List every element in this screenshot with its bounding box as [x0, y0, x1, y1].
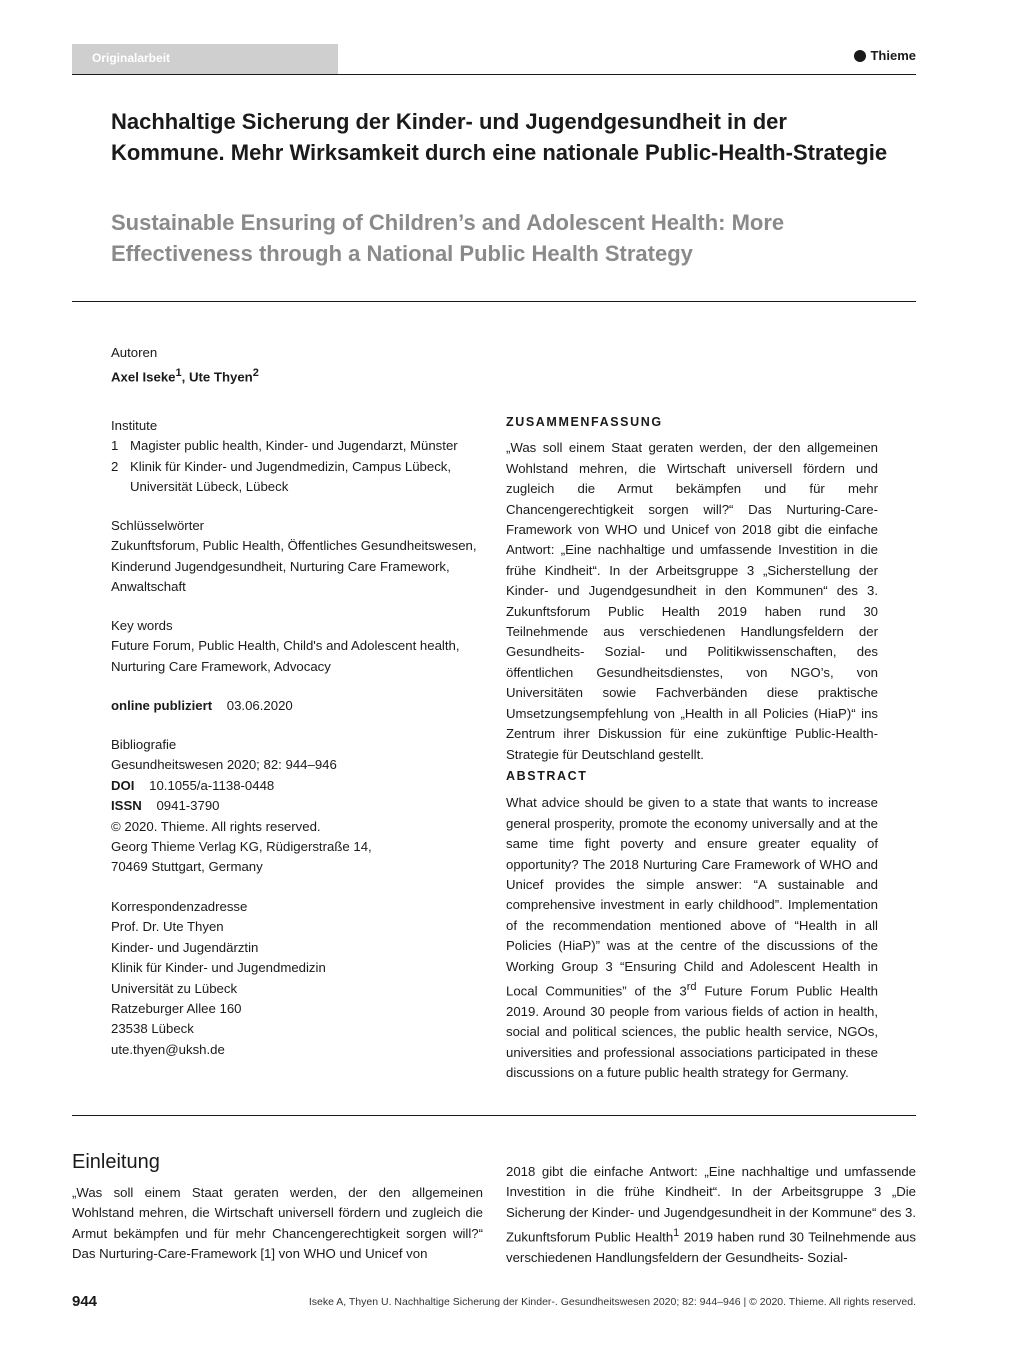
publisher-logo: [854, 48, 916, 63]
author-name: Ute Thyen: [188, 369, 253, 385]
abstract-text-part: Future Forum Public Health 2019. Around 30 people from various fields of action in health, social and political sciences, the public health service, NGOs, universities and professional associations participated in these discussions on a future public health strategy for Germany.: [506, 983, 878, 1081]
zusammenfassung-text: „Was soll einem Staat geraten werden, der den allgemeinen Wohlstand mehren, die Wirtschaft universell fördern und zugleich die Armut bekämpfen und für mehr Chancengerechtigkeit sorgen will?“ Das Nurturing-Care-Framework von WHO und Unicef von 2018 gibt die einfache Antwort: „Eine nachhaltige und umfassende Investition in die frühe Kindheit“. In der Arbeitsgruppe 3 „Sicherstellung der Kinder- und Jugendgesundheit in den Kommunen“ des 3. Zukunftsforum Public Health 2019 haben rund 30 Teilnehmende aus verschiedenen Handlungsfeldern der Gesundheits- Sozial- und Politikwissenschaften, des öffentlichen Gesundheitsdienstes, von NGO’s, von Universitäten sowie Fachverbänden diese praktische Umsetzungsempfehlung von „Health in all Policies (HiaP)“ ins Zentrum ihrer Diskussion für eine zukünftige Public-Health-Strategie für Deutschland gestellt.: [506, 440, 878, 762]
keywords-de-line: Zukunftsforum, Public Health, Öffentliches Gesundheitswesen,: [111, 538, 477, 554]
bibliography-block: [111, 735, 491, 878]
institutes-heading: Institute: [111, 418, 158, 433]
issn-value: 0941-3790: [156, 798, 220, 814]
thieme-logo-icon: [854, 50, 866, 62]
correspondence-email[interactable]: ute.thyen@uksh.de: [111, 1041, 225, 1057]
correspondence-line: Ratzeburger Allee 160: [111, 1001, 242, 1017]
bibliography-line: 70469 Stuttgart, Germany: [111, 859, 263, 875]
keywords-de-line: Kinderund Jugendgesundheit, Nurturing Care Framework,: [111, 558, 450, 574]
doi-label: DOI: [111, 777, 135, 793]
einleitung-text-right: [506, 1162, 916, 1268]
abstract-sup: rd: [686, 981, 697, 994]
title-german: Nachhaltige Sicherung der Kinder- und Jugendgesundheit in der Kommune. Mehr Wirksamkeit durch eine nationale Public-Health-Strategie: [111, 109, 888, 165]
abstract-text-part: What advice should be given to a state that wants to increase general prosperity, promote the economy universally and at the same time fight poverty and ensure greater equality of opportunity? The 2018 Nurturing Care Framework of WHO and Unicef provides the simple answer: “A sustainable and comprehensive investment in early childhood”. Implementation of the recommendation mentioned above of “Health in all Policies (HiaP)” was at the centre of the discussions of the Working Group 3 “Ensuring Child and Adolescent Health in Local Communities” of the 3: [506, 795, 878, 999]
keywords-de-block: [111, 516, 491, 598]
online-date: 03.06.2020: [226, 698, 293, 713]
institute-text: Magister public health, Kinder- und Jugendarzt, Münster: [130, 438, 458, 454]
author-affiliation: 1: [175, 367, 182, 380]
institute-line: Universität Lübeck, Lübeck: [130, 479, 289, 495]
correspondence-heading: Korrespondenzadresse: [111, 899, 248, 914]
keywords-de-line: Anwaltschaft: [111, 579, 186, 595]
keywords-en-line: Nurturing Care Framework, Advocacy: [111, 658, 331, 674]
footer-citation: Iseke A, Thyen U. Nachhaltige Sicherung der Kinder-. Gesundheitswesen 2020; 82: 944–946 | © 2020. Thieme. All rights reserved.: [308, 1296, 916, 1308]
abstract-block: [506, 766, 878, 1083]
issn-label: ISSN: [111, 798, 142, 814]
einleitung-text-part: 2019 haben rund 30 Teilnehmende aus verschiedenen Handlungsfeldern der Gesundheits- Sozial-: [506, 1229, 916, 1266]
keywords-en-heading: Key words: [111, 618, 173, 633]
abstract-text: [506, 793, 878, 1083]
doi-line: [111, 776, 491, 796]
correspondence-line: Kinder- und Jugendärztin: [111, 939, 259, 955]
issn-line: [111, 796, 491, 816]
institute-text: [130, 457, 451, 498]
authors-heading: Autoren: [111, 345, 158, 360]
author-name: Axel Iseke: [111, 369, 176, 385]
header-divider: [72, 74, 916, 75]
institute-item: [111, 436, 491, 456]
correspondence-line: 23538 Lübeck: [111, 1021, 194, 1037]
bibliography-heading: Bibliografie: [111, 737, 177, 752]
institute-number: 1: [111, 438, 119, 454]
zusammenfassung-heading: ZUSAMMENFASSUNG: [506, 415, 663, 429]
page-number: 944: [72, 1293, 98, 1310]
title-divider: [72, 301, 916, 302]
institutes-block: [111, 416, 491, 498]
footnote-ref[interactable]: 1: [673, 1227, 680, 1240]
online-published: [111, 696, 491, 716]
abstract-divider: [72, 1115, 916, 1116]
correspondence-block: [111, 897, 491, 1060]
authors-block: [111, 343, 491, 388]
keywords-en-block: [111, 616, 491, 677]
author-affiliation: 2: [252, 367, 259, 380]
bibliography-line: © 2020. Thieme. All rights reserved.: [111, 818, 321, 834]
doi-value: 10.1055/a-1138-0448: [149, 777, 275, 793]
zusammenfassung-block: [506, 412, 878, 765]
correspondence-line: Klinik für Kinder- und Jugendmedizin: [111, 960, 326, 976]
keywords-de-heading: Schlüsselwörter: [111, 518, 205, 533]
abstract-heading: ABSTRACT: [506, 769, 588, 783]
title-english: Sustainable Ensuring of Children’s and Adolescent Health: More Effectiveness through a National Public Health Strategy: [111, 210, 785, 266]
einleitung-heading: Einleitung: [72, 1151, 160, 1173]
institute-item: [111, 457, 491, 498]
authors-list: Axel Iseke$^1$, Ute Thyen$^2$: [111, 367, 259, 385]
bibliography-line: Georg Thieme Verlag KG, Rüdigerstraße 14,: [111, 839, 372, 855]
article-type-label: Originalarbeit: [72, 44, 338, 74]
institute-line: Klinik für Kinder- und Jugendmedizin, Campus Lübeck,: [130, 458, 452, 474]
publisher-name: Thieme: [870, 48, 916, 63]
correspondence-line: Prof. Dr. Ute Thyen: [111, 919, 224, 935]
institute-number: 2: [111, 458, 119, 474]
bibliography-journal: Gesundheitswesen 2020; 82: 944–946: [111, 757, 337, 773]
einleitung-text-part: 2018 gibt die einfache Antwort: „Eine nachhaltige und umfassende Investition in die frühe Kindheit“. In der Arbeitsgruppe 3 „Die Sicherung der Kinder- und Jugendgesundheit in der Kommune“ des 3. Zukunftsforum Public Health: [506, 1164, 916, 1245]
keywords-en-line: Future Forum, Public Health, Child's and Adolescent health,: [111, 638, 460, 654]
online-label: online publiziert: [111, 698, 213, 713]
correspondence-line: Universität zu Lübeck: [111, 980, 238, 996]
einleitung-text-left: „Was soll einem Staat geraten werden, der den allgemeinen Wohlstand mehren, die Wirtschaft universell fördern und zugleich die Armut bekämpfen und für mehr Chancengerechtigkeit sorgen will?“ Das Nurturing-Care-Framework [1] von WHO und Unicef von: [72, 1185, 483, 1262]
